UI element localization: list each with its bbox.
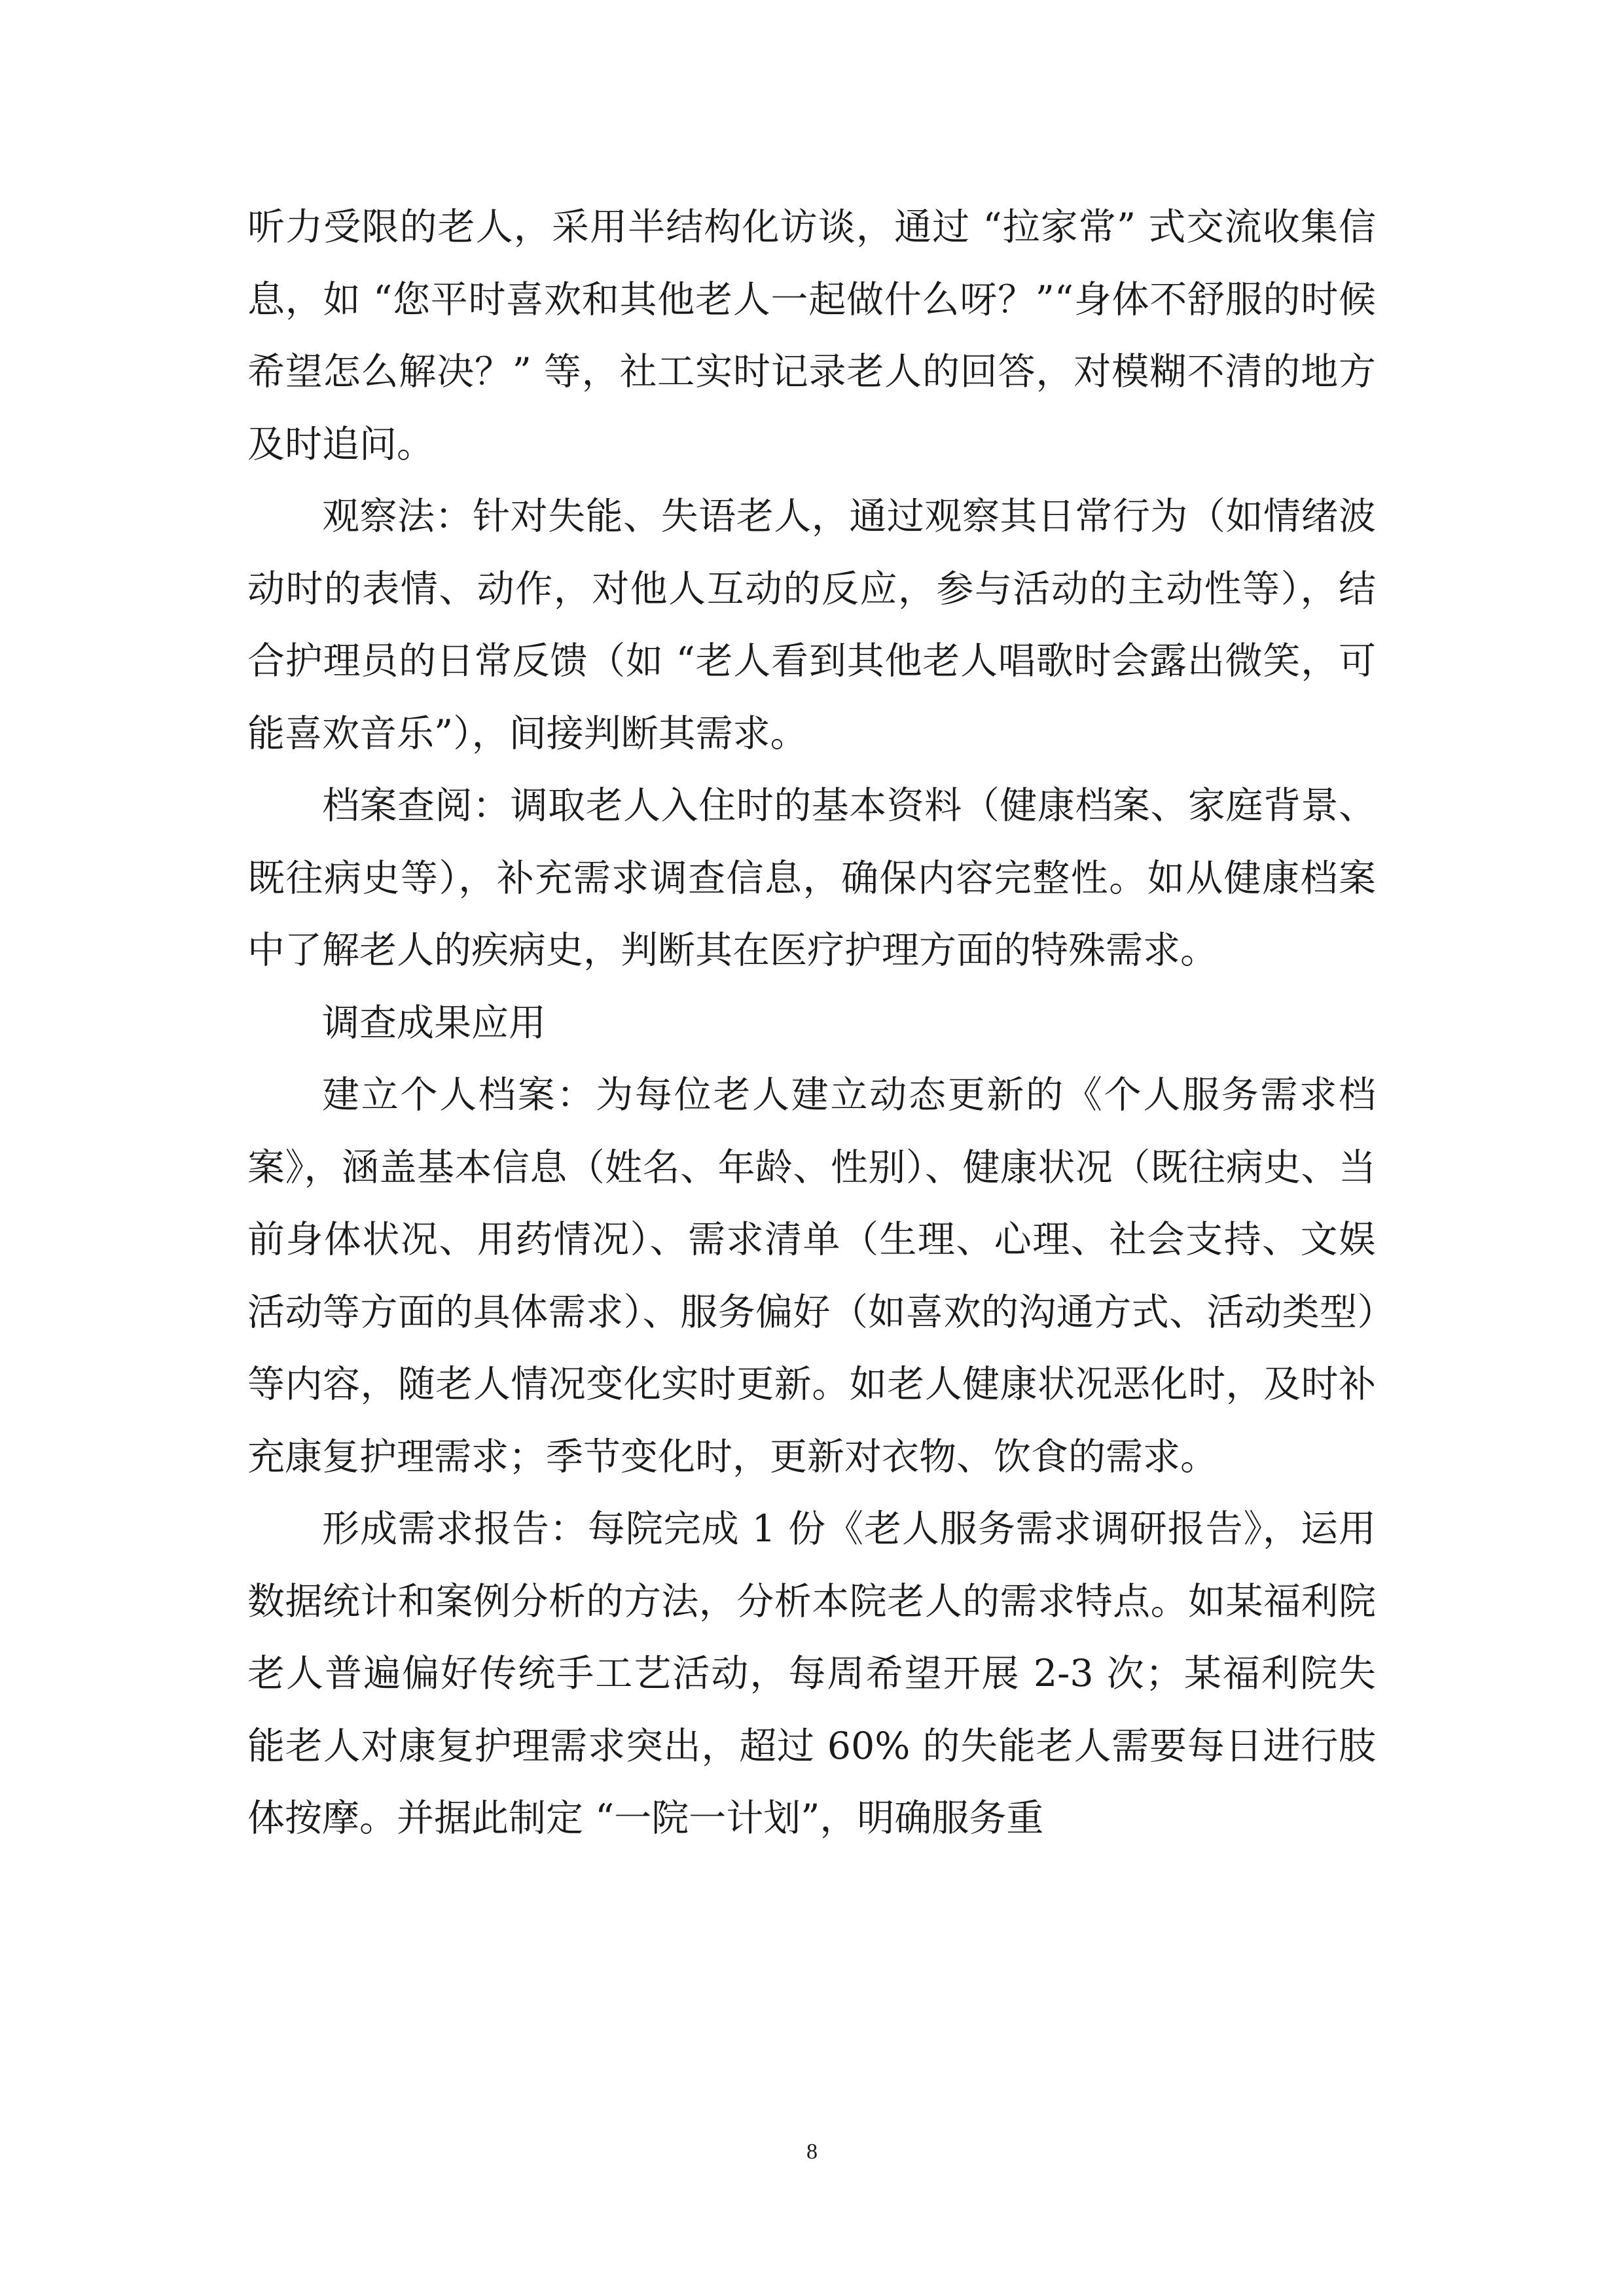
paragraph-needs-report: 形成需求报告：每院完成 1 份《老人服务需求调研报告》，运用数据统计和案例分析的方法，分析本院老人的需求特点。如某福利院老人普遍偏好传统手工艺活动，每周希望开展 2-3 次；某福利院失能老人对康复护理需求突出，超过 60% 的失能老人需要每日进行肢体按摩。并据此制定 “一院一计划”，明确服务重 bbox=[247, 1507, 1376, 1840]
page-number: 8 bbox=[806, 2140, 818, 2164]
paragraph-interview-continued: 听力受限的老人，采用半结构化访谈，通过 “拉家常” 式交流收集信息，如 “您平时喜欢和其他老人一起做什么呀？”“身体不舒服的时候希望怎么解决？” 等，社工实时记录老人的回答，对模糊不清的地方及时追问。 bbox=[247, 206, 1376, 466]
paragraph-personal-archive: 建立个人档案：为每位老人建立动态更新的《个人服务需求档案》，涵盖基本信息（姓名、年龄、性别）、健康状况（既往病史、当前身体状况、用药情况）、需求清单（生理、心理、社会支持、文娱活动等方面的具体需求）、服务偏好（如喜欢的沟通方式、活动类型）等内容，随老人情况变化实时更新。如老人健康状况恶化时，及时补充康复护理需求；季节变化时，更新对衣物、饮食的需求。 bbox=[247, 1073, 1376, 1479]
paragraph-observation-method: 观察法：针对失能、失语老人，通过观察其日常行为（如情绪波动时的表情、动作，对他人互动的反应，参与活动的主动性等），结合护理员的日常反馈（如 “老人看到其他老人唱歌时会露出微笑，可能喜欢音乐”），间接判断其需求。 bbox=[247, 495, 1376, 755]
paragraph-archive-review: 档案查阅：调取老人入住时的基本资料（健康档案、家庭背景、既往病史等），补充需求调查信息，确保内容完整性。如从健康档案中了解老人的疾病史，判断其在医疗护理方面的特殊需求。 bbox=[247, 784, 1376, 972]
section-heading-survey-application: 调查成果应用 bbox=[322, 1001, 546, 1045]
body-text bbox=[247, 191, 1376, 1855]
